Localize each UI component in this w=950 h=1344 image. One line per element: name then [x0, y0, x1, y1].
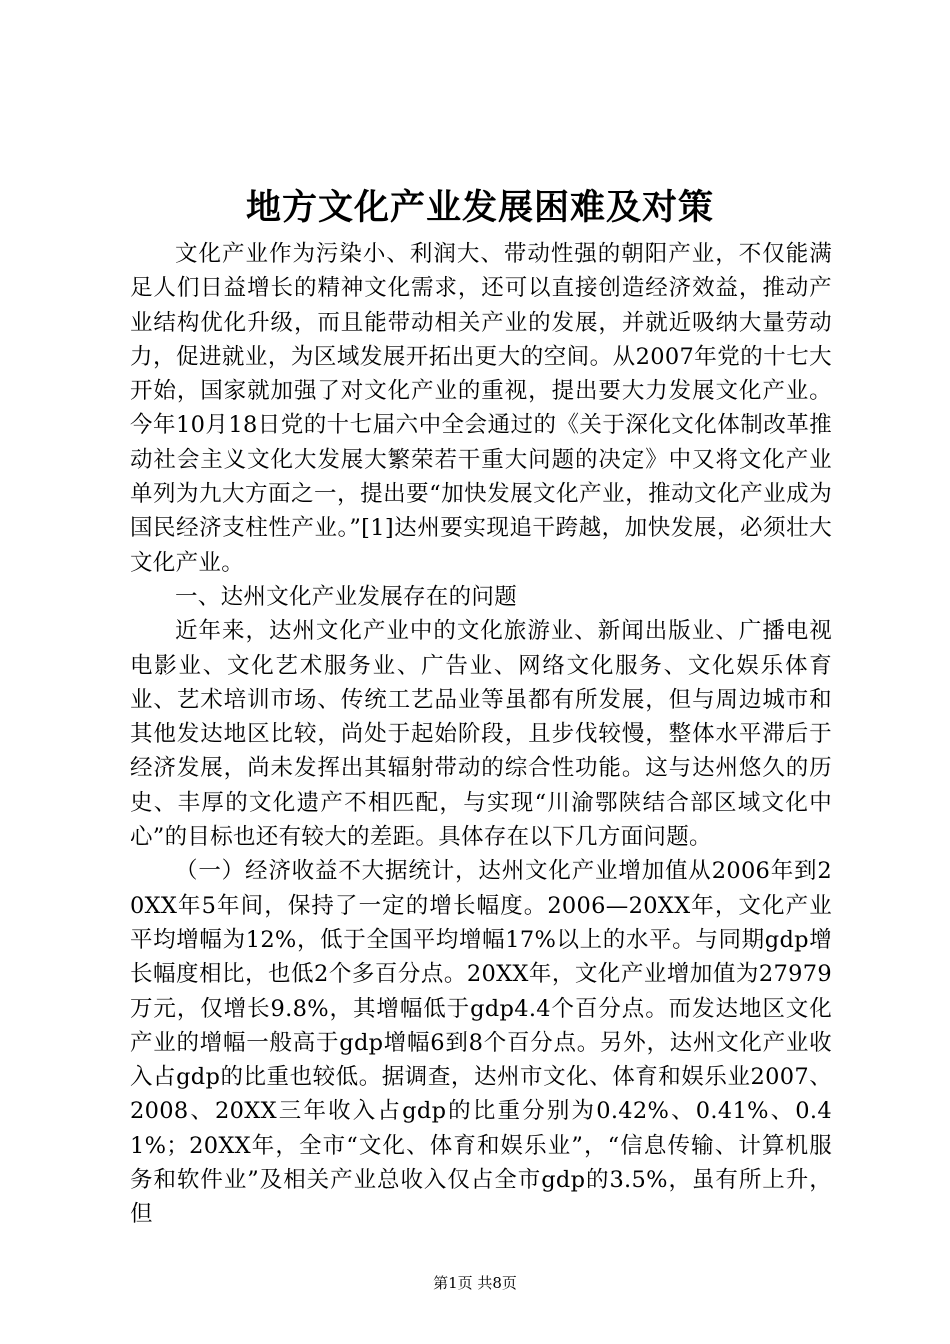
section-heading-problems: 一、达州文化产业发展存在的问题: [175, 583, 518, 610]
paragraph-intro: 文化产业作为污染小、利润大、带动性强的朝阳产业，不仅能满足人们日益增长的精神文化需求，还可以直接创造经济效益，推动产业结构优化升级，而且能带动相关产业的发展，并就近吸纳大量劳动力，促进就业，为区域发展开拓出更大的空间。从2007年党的十七大开始，国家就加强了对文化产业的重视，提出要大力发展文化产业。今年10月18日党的十七届六中全会通过的《关于深化文化体制改革推动社会主义文化大发展大繁荣若干重大问题的决定》中又将文化产业单列为九大方面之一，提出要“加快发展文化产业，推动文化产业成为国民经济支柱性产业。”[1]达州要实现追干跨越，加快发展，必须壮大文化产业。: [130, 241, 832, 576]
document-title: 地方文化产业发展困难及对策: [245, 187, 714, 228]
paragraph-economic-returns: （一）经济收益不大据统计，达州文化产业增加值从2006年到20XX年5年间，保持了一定的增长幅度。2006—20XX年，文化产业平均增幅为12%，低于全国平均增幅17%以上的水平。与同期gdp增长幅度相比，也低2个多百分点。20XX年，文化产业增加值为27979万元，仅增长9.8%，其增幅低于gdp4.4个百分点。而发达地区文化产业的增幅一般高于gdp增幅6到8个百分点。另外，达州文化产业收入占gdp的比重也较低。据调查，达州市文化、体育和娱乐业2007、2008、20XX三年收入占gdp的比重分别为0.42%、0.41%、0.41%；20XX年，全市“文化、体育和娱乐业”，“信息传输、计算机服务和软件业”及相关产业总收入仅占全市gdp的3.5%，虽有所上升，但: [130, 858, 832, 1228]
paragraph-problems-overview: 近年来，达州文化产业中的文化旅游业、新闻出版业、广播电视电影业、文化艺术服务业、广告业、网络文化服务、文化娱乐体育业、艺术培训市场、传统工艺品业等虽都有所发展，但与周边城市和其他发达地区比较，尚处于起始阶段，且步伐较慢，整体水平滞后于经济发展，尚未发挥出其辐射带动的综合性功能。这与达州悠久的历史、丰厚的文化遗产不相匹配，与实现“川渝鄂陕结合部区域文化中心”的目标也还有较大的差距。具体存在以下几方面问题。: [130, 618, 832, 851]
page-footer: 第1页 共8页: [433, 1274, 517, 1292]
document-body: [130, 237, 832, 1232]
